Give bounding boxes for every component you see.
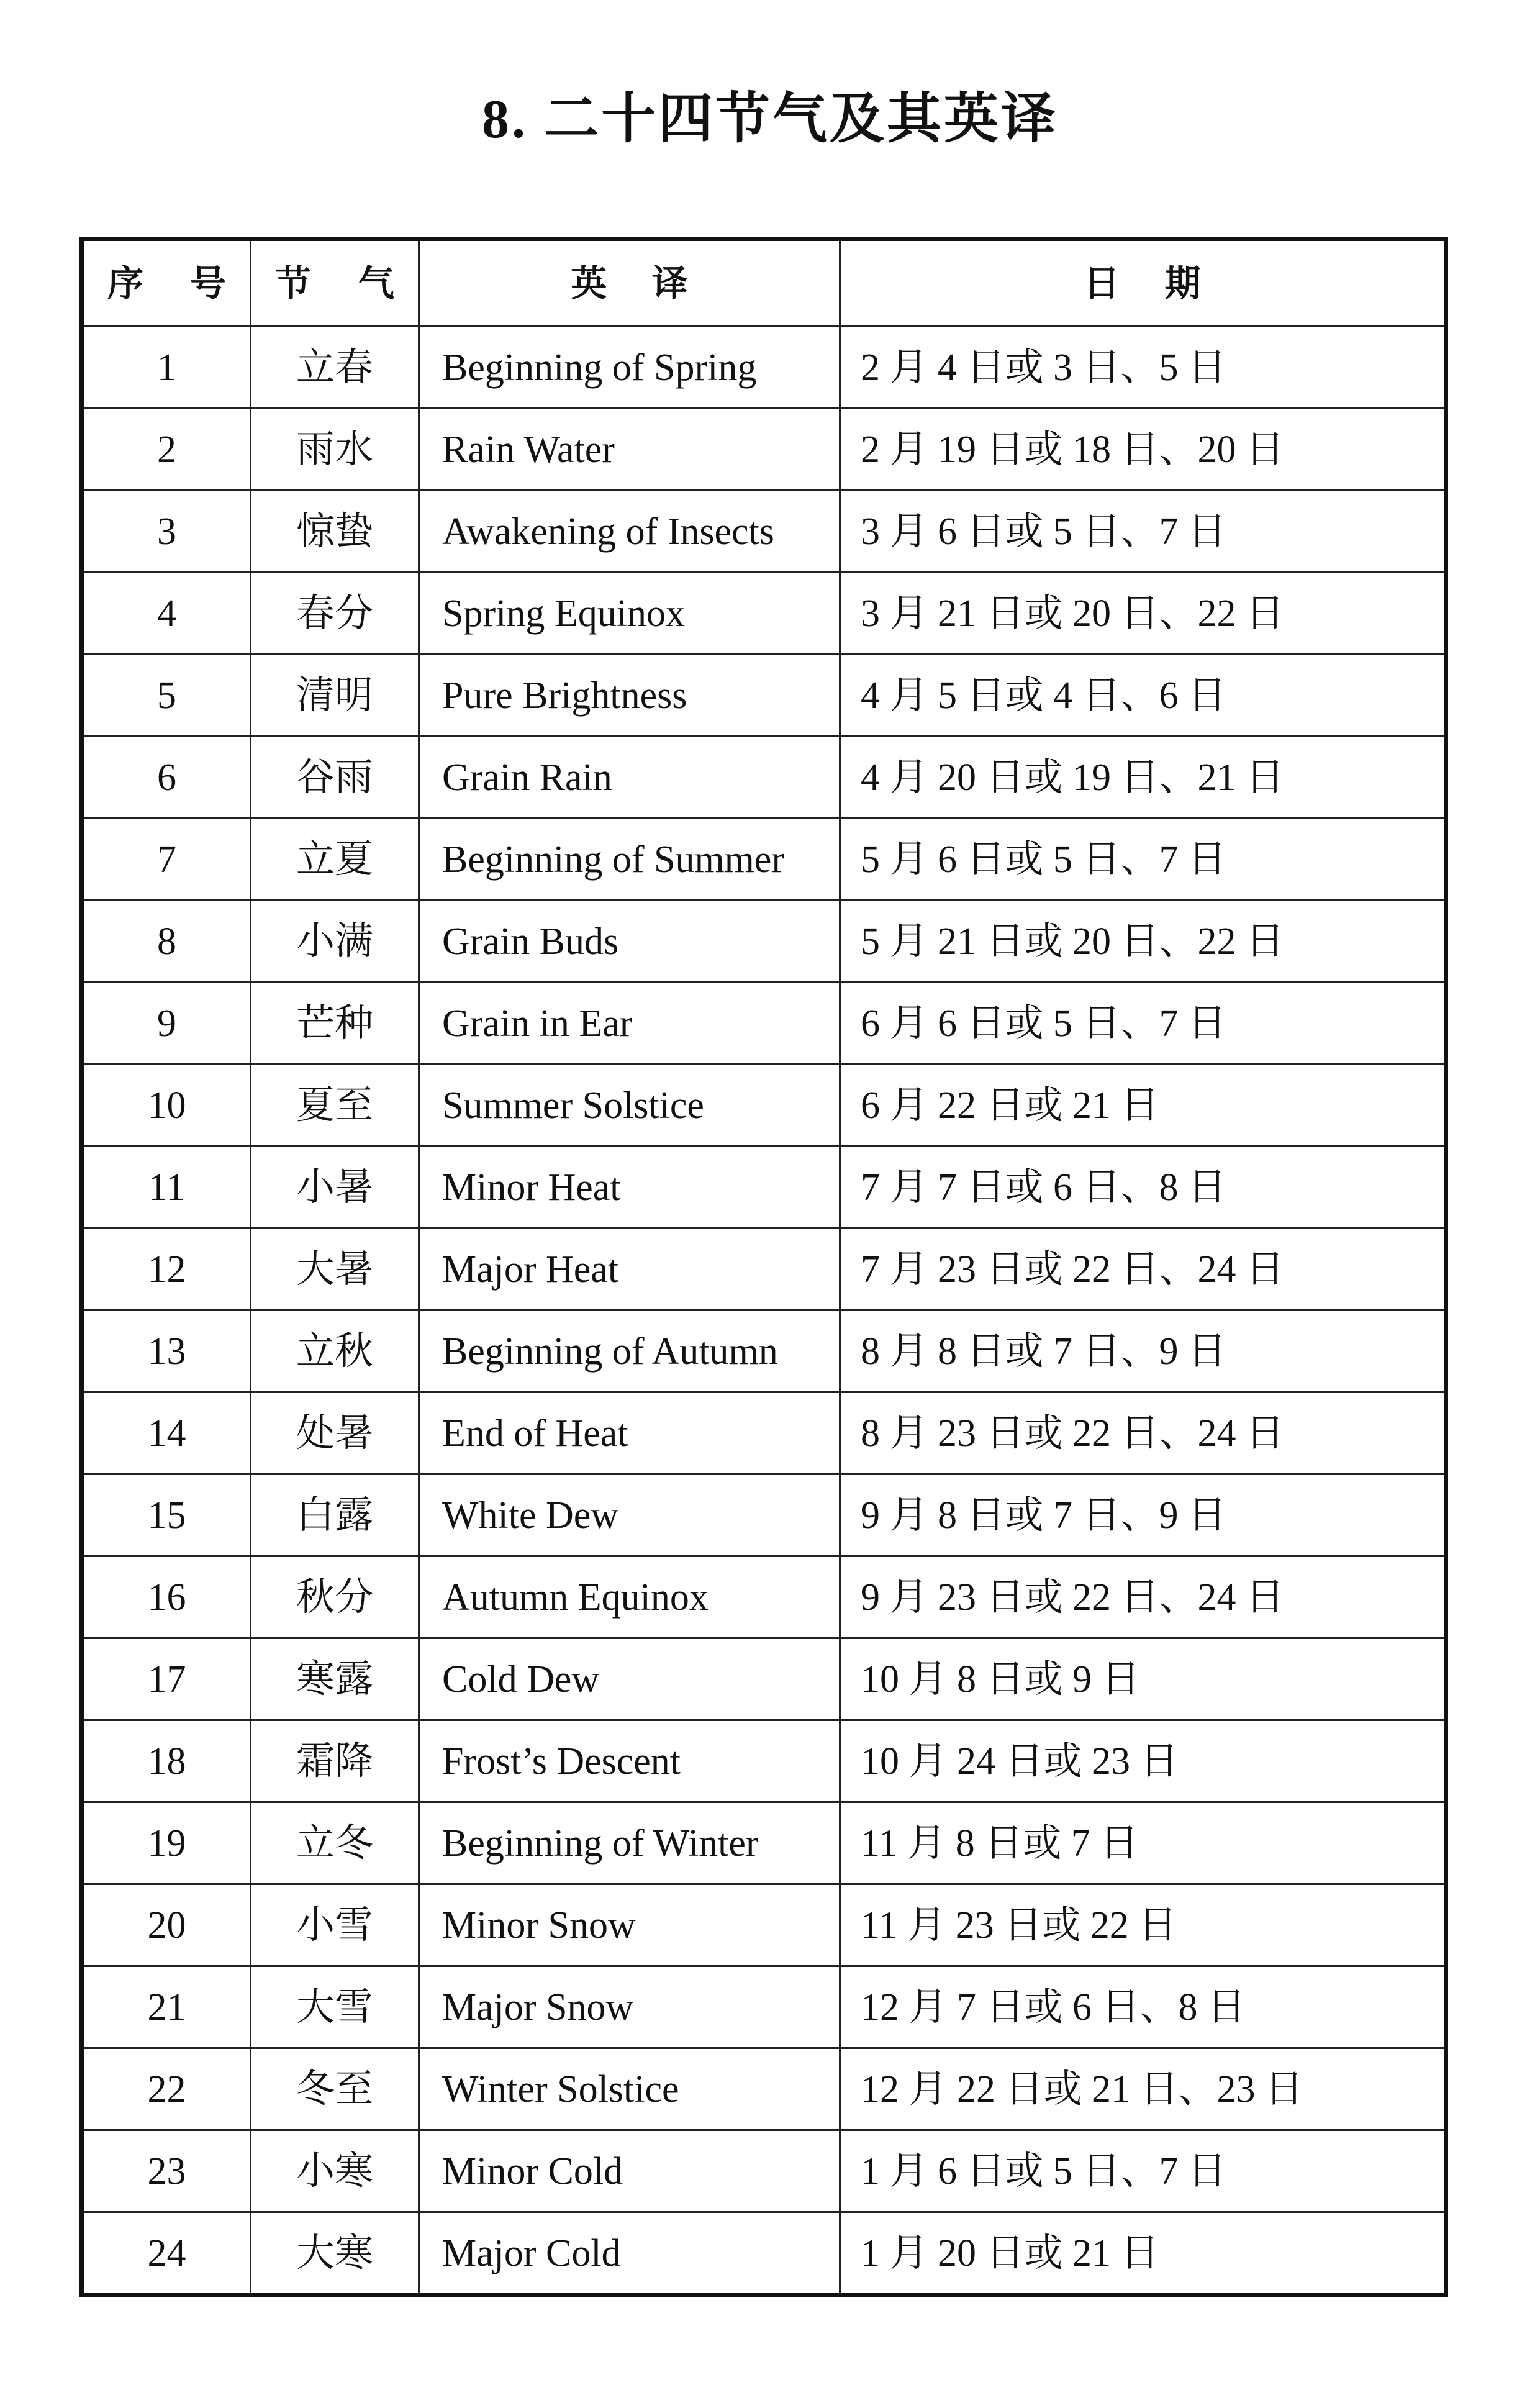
cell-english: Beginning of Spring: [419, 327, 840, 409]
cell-date: 12 月 7 日或 6 日、8 日: [840, 1966, 1446, 2048]
table-row: [82, 819, 1446, 901]
cell-english: Beginning of Autumn: [419, 1311, 840, 1392]
cell-date: 3 月 21 日或 20 日、22 日: [840, 573, 1446, 655]
cell-solar-term: 惊蛰: [251, 491, 419, 573]
table-row: [82, 1229, 1446, 1311]
cell-solar-term: 大雪: [251, 1966, 419, 2048]
cell-english: Major Snow: [419, 1966, 840, 2048]
table-row: [82, 491, 1446, 573]
cell-date: 4 月 5 日或 4 日、6 日: [840, 655, 1446, 737]
cell-number: 22: [82, 2048, 251, 2130]
header-row: [82, 239, 1446, 327]
cell-number: 16: [82, 1556, 251, 1638]
cell-solar-term: 春分: [251, 573, 419, 655]
cell-solar-term: 芒种: [251, 983, 419, 1065]
cell-number: 14: [82, 1392, 251, 1474]
cell-date: 1 月 6 日或 5 日、7 日: [840, 2130, 1446, 2212]
cell-solar-term: 清明: [251, 655, 419, 737]
cell-date: 9 月 23 日或 22 日、24 日: [840, 1556, 1446, 1638]
cell-date: 10 月 24 日或 23 日: [840, 1720, 1446, 1802]
cell-english: Spring Equinox: [419, 573, 840, 655]
cell-solar-term: 冬至: [251, 2048, 419, 2130]
header-number: 序 号: [82, 239, 251, 327]
cell-number: 9: [82, 983, 251, 1065]
cell-number: 24: [82, 2212, 251, 2296]
cell-english: White Dew: [419, 1474, 840, 1556]
header-solar-term: 节 气: [251, 239, 419, 327]
table-row: [82, 573, 1446, 655]
cell-date: 6 月 6 日或 5 日、7 日: [840, 983, 1446, 1065]
cell-number: 7: [82, 819, 251, 901]
table-row: [82, 1147, 1446, 1229]
cell-english: End of Heat: [419, 1392, 840, 1474]
cell-number: 4: [82, 573, 251, 655]
cell-solar-term: 霜降: [251, 1720, 419, 1802]
cell-english: Grain in Ear: [419, 983, 840, 1065]
cell-english: Minor Cold: [419, 2130, 840, 2212]
cell-number: 23: [82, 2130, 251, 2212]
page-title: 8. 二十四节气及其英译: [481, 89, 1058, 150]
table-row: [82, 327, 1446, 409]
cell-english: Major Heat: [419, 1229, 840, 1311]
cell-english: Beginning of Winter: [419, 1802, 840, 1884]
cell-english: Minor Snow: [419, 1884, 840, 1966]
cell-number: 15: [82, 1474, 251, 1556]
cell-solar-term: 秋分: [251, 1556, 419, 1638]
cell-solar-term: 寒露: [251, 1638, 419, 1720]
cell-solar-term: 小雪: [251, 1884, 419, 1966]
cell-english: Frost’s Descent: [419, 1720, 840, 1802]
cell-number: 12: [82, 1229, 251, 1311]
table-row: [82, 737, 1446, 819]
cell-number: 18: [82, 1720, 251, 1802]
cell-date: 4 月 20 日或 19 日、21 日: [840, 737, 1446, 819]
table-row: [82, 1556, 1446, 1638]
cell-solar-term: 大寒: [251, 2212, 419, 2296]
table-row: [82, 1802, 1446, 1884]
table-row: [82, 983, 1446, 1065]
cell-solar-term: 大暑: [251, 1229, 419, 1311]
cell-number: 13: [82, 1311, 251, 1392]
cell-date: 3 月 6 日或 5 日、7 日: [840, 491, 1446, 573]
cell-solar-term: 雨水: [251, 409, 419, 491]
table-row: [82, 2212, 1446, 2296]
cell-date: 8 月 23 日或 22 日、24 日: [840, 1392, 1446, 1474]
cell-english: Pure Brightness: [419, 655, 840, 737]
cell-solar-term: 小满: [251, 901, 419, 983]
cell-date: 12 月 22 日或 21 日、23 日: [840, 2048, 1446, 2130]
cell-solar-term: 立秋: [251, 1311, 419, 1392]
table-row: [82, 655, 1446, 737]
cell-number: 5: [82, 655, 251, 737]
cell-solar-term: 处暑: [251, 1392, 419, 1474]
cell-number: 2: [82, 409, 251, 491]
header-date: 日 期: [840, 239, 1446, 327]
table-row: [82, 409, 1446, 491]
table-row: [82, 1474, 1446, 1556]
table-row: [82, 1638, 1446, 1720]
cell-date: 9 月 8 日或 7 日、9 日: [840, 1474, 1446, 1556]
cell-english: Cold Dew: [419, 1638, 840, 1720]
cell-english: Major Cold: [419, 2212, 840, 2296]
cell-date: 5 月 21 日或 20 日、22 日: [840, 901, 1446, 983]
header-english: 英 译: [419, 239, 840, 327]
cell-date: 6 月 22 日或 21 日: [840, 1065, 1446, 1147]
cell-solar-term: 白露: [251, 1474, 419, 1556]
cell-english: Grain Buds: [419, 901, 840, 983]
solar-terms-table: [79, 237, 1448, 2297]
cell-solar-term: 小寒: [251, 2130, 419, 2212]
cell-number: 1: [82, 327, 251, 409]
table-header: [82, 239, 1446, 327]
cell-date: 11 月 23 日或 22 日: [840, 1884, 1446, 1966]
cell-number: 21: [82, 1966, 251, 2048]
cell-solar-term: 立冬: [251, 1802, 419, 1884]
cell-english: Autumn Equinox: [419, 1556, 840, 1638]
cell-solar-term: 谷雨: [251, 737, 419, 819]
cell-solar-term: 夏至: [251, 1065, 419, 1147]
cell-date: 2 月 4 日或 3 日、5 日: [840, 327, 1446, 409]
cell-number: 17: [82, 1638, 251, 1720]
table-row: [82, 2130, 1446, 2212]
table-row: [82, 1966, 1446, 2048]
cell-number: 19: [82, 1802, 251, 1884]
cell-date: 5 月 6 日或 5 日、7 日: [840, 819, 1446, 901]
cell-number: 10: [82, 1065, 251, 1147]
table-row: [82, 1720, 1446, 1802]
cell-english: Summer Solstice: [419, 1065, 840, 1147]
cell-date: 1 月 20 日或 21 日: [840, 2212, 1446, 2296]
cell-date: 2 月 19 日或 18 日、20 日: [840, 409, 1446, 491]
cell-number: 3: [82, 491, 251, 573]
cell-solar-term: 立夏: [251, 819, 419, 901]
cell-english: Rain Water: [419, 409, 840, 491]
table-row: [82, 901, 1446, 983]
table-body: [82, 327, 1446, 2296]
table-row: [82, 1311, 1446, 1392]
cell-number: 6: [82, 737, 251, 819]
cell-english: Minor Heat: [419, 1147, 840, 1229]
cell-english: Winter Solstice: [419, 2048, 840, 2130]
cell-date: 7 月 23 日或 22 日、24 日: [840, 1229, 1446, 1311]
cell-number: 8: [82, 901, 251, 983]
cell-solar-term: 立春: [251, 327, 419, 409]
cell-english: Awakening of Insects: [419, 491, 840, 573]
cell-number: 20: [82, 1884, 251, 1966]
cell-date: 7 月 7 日或 6 日、8 日: [840, 1147, 1446, 1229]
table-row: [82, 1392, 1446, 1474]
table-row: [82, 1065, 1446, 1147]
cell-english: Beginning of Summer: [419, 819, 840, 901]
table-row: [82, 2048, 1446, 2130]
cell-date: 10 月 8 日或 9 日: [840, 1638, 1446, 1720]
table-row: [82, 1884, 1446, 1966]
cell-number: 11: [82, 1147, 251, 1229]
cell-date: 11 月 8 日或 7 日: [840, 1802, 1446, 1884]
cell-english: Grain Rain: [419, 737, 840, 819]
cell-solar-term: 小暑: [251, 1147, 419, 1229]
cell-date: 8 月 8 日或 7 日、9 日: [840, 1311, 1446, 1392]
